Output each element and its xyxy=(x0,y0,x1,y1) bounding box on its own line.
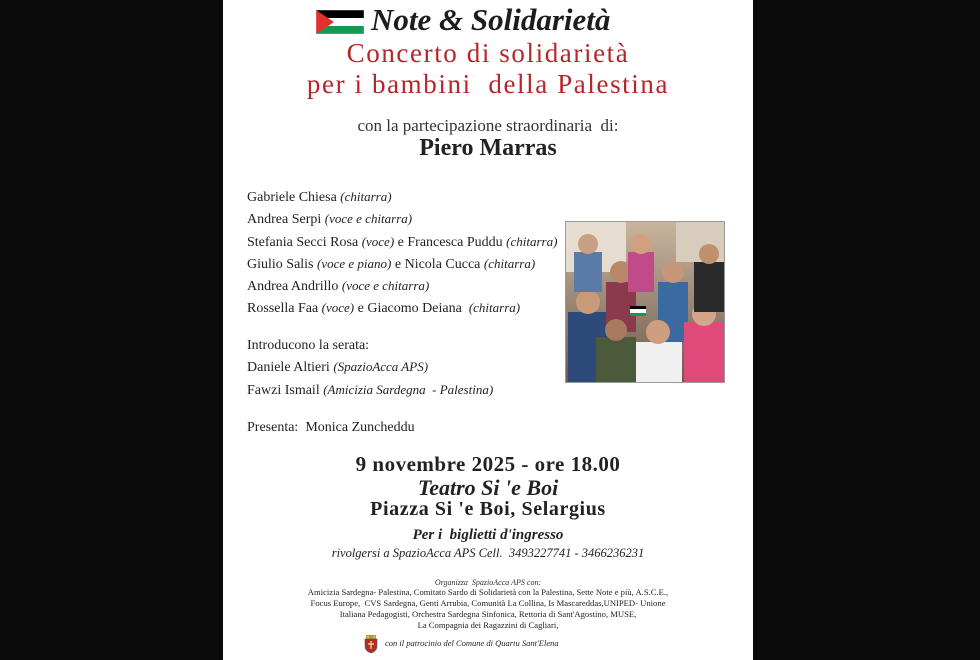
concert-subtitle xyxy=(223,38,753,100)
event-poster xyxy=(223,0,753,660)
subtitle-line-1: Concerto di solidarietà xyxy=(346,38,630,68)
organizers-line: Focus Europe, CVS Sardegna, Genti Arrubia, Comunità La Collina, Is Mascareddas,UNIPED- Unione xyxy=(310,598,666,608)
tickets-contact: rivolgersi a SpazioAcca APS Cell. 3493227741 - 3466236231 xyxy=(331,546,645,560)
palestine-flag-icon xyxy=(316,10,364,34)
performer-row: Andrea Andrillo (voce e chitarra) xyxy=(247,278,430,295)
organizers-line: Italiana Pedagogisti, Orchestra Sardegna Sinfonica, Rettoria di Sant'Agostino, MUSE, xyxy=(339,609,637,619)
poster-title: Note & Solidarietà xyxy=(371,2,611,37)
performer-row: Rossella Faa (voce) e Giacomo Deiana (chitarra) xyxy=(247,300,521,317)
event-datetime: 9 novembre 2025 - ore 18.00 xyxy=(355,452,621,476)
organizers-list xyxy=(223,587,753,631)
introduction-block xyxy=(247,335,493,401)
patronage-text: con il patrocinio del Comune di Quartu Sant'Elena xyxy=(385,638,559,648)
event-venue: Teatro Si 'e Boi xyxy=(417,475,559,500)
organizers-line: Amicizia Sardegna- Palestina, Comitato Sardo di Solidarietà con la Palestina, Sette Note e più, A.S.C.E., xyxy=(307,587,669,597)
organizers-line: La Compagnia dei Ragazzini di Cagliari, xyxy=(417,620,559,630)
performer-row: Andrea Serpi (voce e chitarra) xyxy=(247,211,413,228)
participation-intro: con la partecipazione straordinaria di: xyxy=(357,116,619,135)
event-address: Piazza Si 'e Boi, Selargius xyxy=(370,498,606,520)
tickets-heading: Per i biglietti d'ingresso xyxy=(412,527,564,543)
presenter: Presenta: Monica Zuncheddu xyxy=(247,420,415,435)
introducer-row: Daniele Altieri (SpazioAcca APS) xyxy=(247,359,429,376)
introduction-heading: Introducono la serata: xyxy=(247,338,370,353)
organizers-heading: Organizza SpazioAcca APS con: xyxy=(434,578,542,587)
introducer-row: Fawzi Ismail (Amicizia Sardegna - Palestina) xyxy=(247,381,494,398)
children-photo xyxy=(565,221,725,383)
performer-row: Stefania Secci Rosa (voce) e Francesca Puddu (chitarra) xyxy=(247,233,558,250)
municipal-crest-icon xyxy=(363,635,379,653)
children-group-photo xyxy=(566,222,724,382)
subtitle-line-2: per i bambini della Palestina xyxy=(306,69,670,99)
performer-row: Giulio Salis (voce e piano) e Nicola Cucca (chitarra) xyxy=(247,255,536,272)
performers-list xyxy=(247,186,557,320)
performer-row: Gabriele Chiesa (chitarra) xyxy=(247,189,392,205)
special-guest: Piero Marras xyxy=(419,135,557,161)
